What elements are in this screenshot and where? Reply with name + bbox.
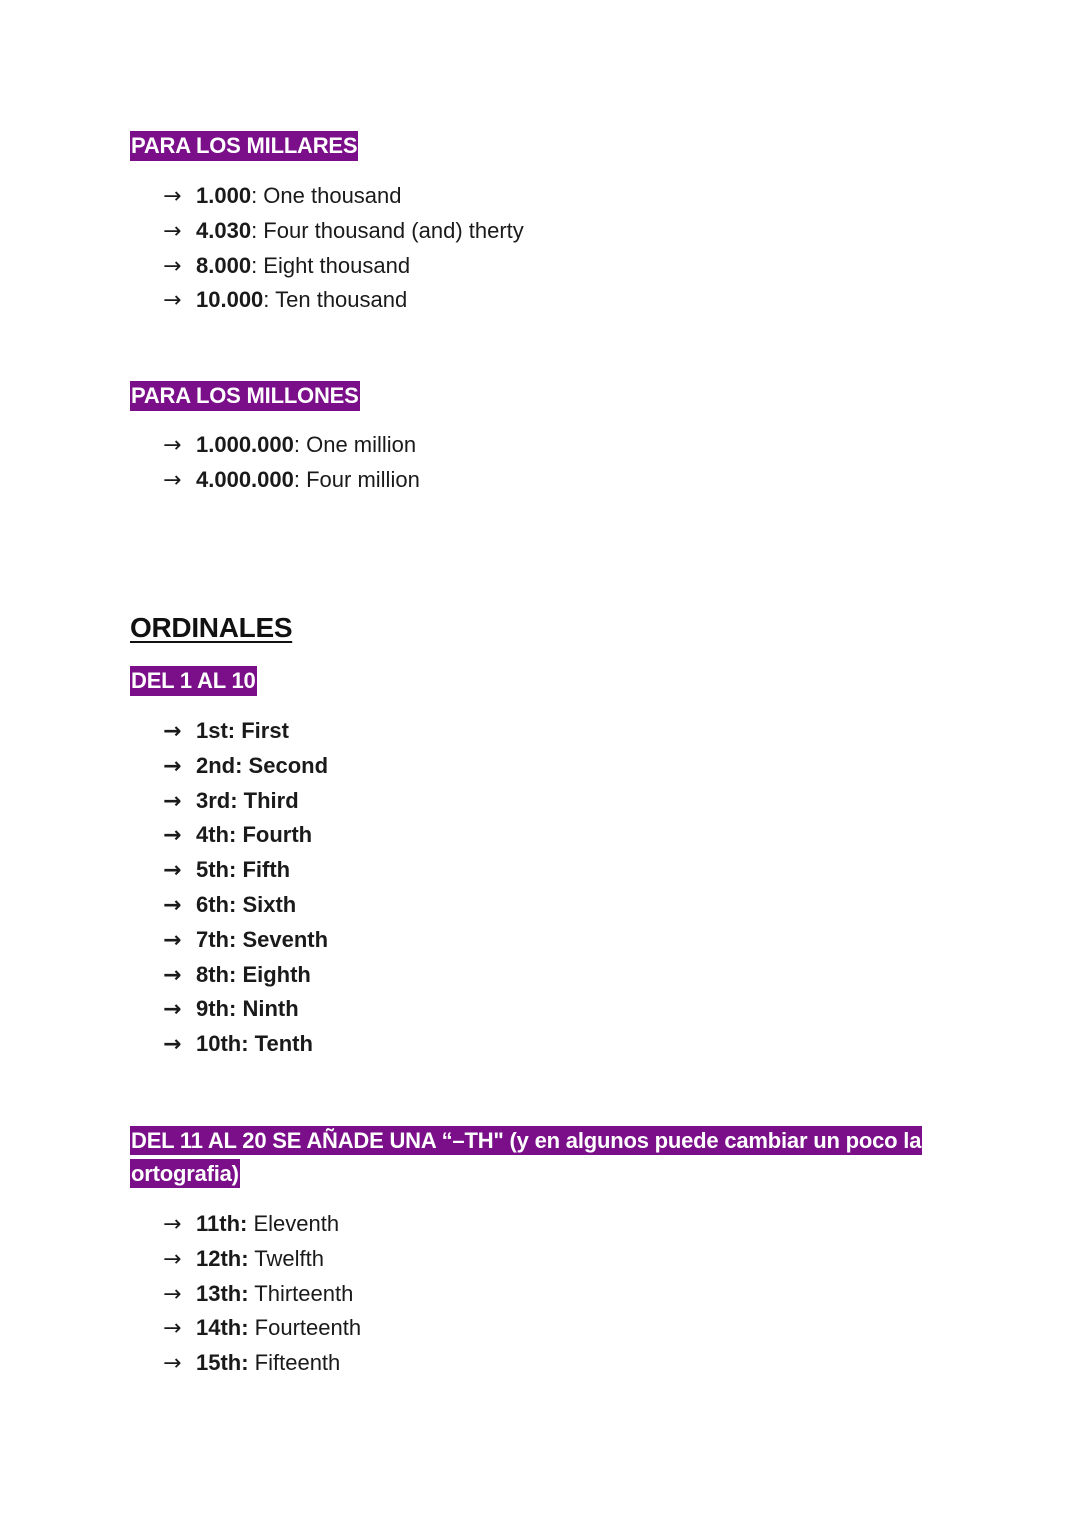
arrow-icon: → [163, 218, 182, 244]
arrow-icon: → [163, 962, 182, 988]
list-item: → 3rd: Third [163, 784, 328, 819]
section-heading-millares: PARA LOS MILLARES [130, 131, 358, 161]
arrow-icon: → [163, 927, 182, 953]
list-item: → 11th: Eleventh [163, 1207, 361, 1242]
millones-list [163, 428, 420, 498]
list-item: → 10.000: Ten thousand [163, 283, 524, 318]
list-item: → 4.000.000: Four million [163, 463, 420, 498]
list-item: → 4th: Fourth [163, 818, 328, 853]
arrow-icon: → [163, 253, 182, 279]
list-item: → 1.000.000: One million [163, 428, 420, 463]
list-item: → 13th: Thirteenth [163, 1277, 361, 1312]
list-item: → 9th: Ninth [163, 992, 328, 1027]
millares-list [163, 179, 524, 318]
arrow-icon: → [163, 1032, 182, 1058]
arrow-icon: → [163, 288, 182, 314]
list-item: → 8th: Eighth [163, 958, 328, 993]
arrow-icon: → [163, 1246, 182, 1272]
list-item: → 10th: Tenth [163, 1027, 328, 1062]
arrow-icon: → [163, 858, 182, 884]
arrow-icon: → [163, 823, 182, 849]
list-item: → 7th: Seventh [163, 923, 328, 958]
list-item: → 4.030: Four thousand (and) therty [163, 214, 524, 249]
arrow-icon: → [163, 1316, 182, 1342]
list-item: → 8.000: Eight thousand [163, 249, 524, 284]
section-heading-del-1-al-10: DEL 1 AL 10 [130, 666, 257, 696]
arrow-icon: → [163, 467, 182, 493]
arrow-icon: → [163, 1212, 182, 1237]
list-item: → 1.000: One thousand [163, 179, 524, 214]
arrow-icon: → [163, 184, 182, 209]
list-item: → 15th: Fifteenth [163, 1346, 361, 1381]
ordinals-11-20-list [163, 1207, 361, 1381]
ordinals-1-10-list [163, 714, 328, 1062]
arrow-icon: → [163, 1281, 182, 1307]
list-item: → 1st: First [163, 714, 328, 749]
arrow-icon: → [163, 1351, 182, 1377]
arrow-icon: → [163, 753, 182, 779]
list-item: → 14th: Fourteenth [163, 1311, 361, 1346]
arrow-icon: → [163, 788, 182, 814]
page-title-ordinales: ORDINALES [130, 612, 293, 643]
arrow-icon: → [163, 997, 182, 1023]
list-item: → 5th: Fifth [163, 853, 328, 888]
section-heading-millones: PARA LOS MILLONES [130, 381, 360, 411]
list-item: → 12th: Twelfth [163, 1242, 361, 1277]
section-heading-del-11-al-20: DEL 11 AL 20 SE AÑADE UNA “–TH" (y en algunos puede cambiar un poco la ortografia) [131, 1128, 922, 1186]
arrow-icon: → [163, 892, 182, 918]
list-item: → 2nd: Second [163, 749, 328, 784]
arrow-icon: → [163, 433, 182, 458]
list-item: → 6th: Sixth [163, 888, 328, 923]
arrow-icon: → [163, 719, 182, 744]
